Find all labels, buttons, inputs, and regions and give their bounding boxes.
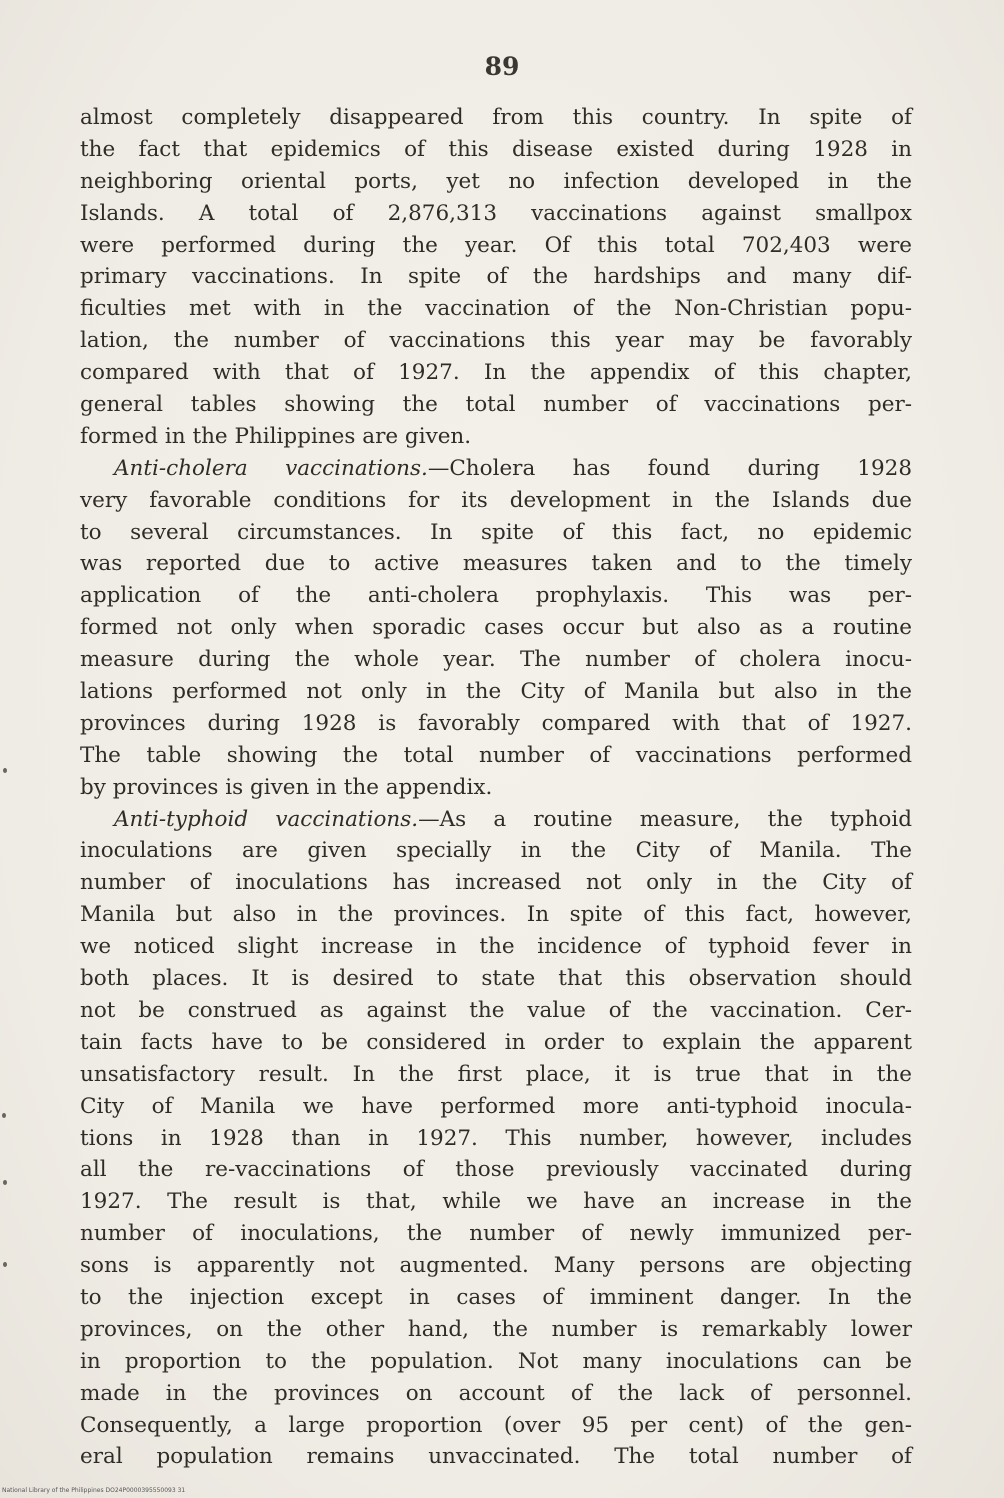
text-line: provinces during 1928 is favorably compared with that of 1927. xyxy=(80,710,912,736)
text-run: —Cholera has found during 1928 xyxy=(427,455,913,481)
text-line: eral population remains unvaccinated. The total number of xyxy=(80,1444,912,1470)
text-line: not be construed as against the value of the vaccination. Cer- xyxy=(80,997,912,1023)
text-line: number of inoculations has increased not only in the City of xyxy=(80,870,912,896)
scan-speck xyxy=(3,1262,7,1267)
text-line: by provinces is given in the appendix. xyxy=(80,774,493,800)
text-line: application of the anti-cholera prophylaxis. This was per- xyxy=(80,583,912,609)
text-line: ficulties met with in the vaccination of the Non-Christian popu- xyxy=(80,296,912,322)
text-line: compared with that of 1927. In the appendix of this chapter, xyxy=(80,360,912,386)
text-line: both places. It is desired to state that this observation should xyxy=(80,966,912,992)
scan-speck xyxy=(3,1180,7,1185)
text-line: to several circumstances. In spite of this fact, no epidemic xyxy=(80,519,912,545)
text-line: general tables showing the total number of vaccinations per- xyxy=(80,392,912,418)
section-heading-anti-typhoid: Anti-typhoid vaccinations. xyxy=(114,806,419,832)
text-line: tain facts have to be considered in order to explain the apparent xyxy=(80,1029,912,1055)
text-line: almost completely disappeared from this country. In spite of xyxy=(80,105,912,130)
text-line: provinces, on the other hand, the number is remarkably lower xyxy=(80,1316,912,1342)
text-line: very favorable conditions for its development in the Islands due xyxy=(80,487,912,513)
text-line: formed not only when sporadic cases occur but also as a routine xyxy=(80,615,912,641)
text-line: was reported due to active measures taken and to the timely xyxy=(80,551,912,577)
paragraph-anti-typhoid xyxy=(80,804,912,1474)
text-line: made in the provinces on account of the lack of personnel. xyxy=(80,1380,912,1406)
text-line: measure during the whole year. The number of cholera inocu- xyxy=(80,647,912,673)
text-run: —As a routine measure, the typhoid xyxy=(418,806,912,832)
text-line: City of Manila we have performed more anti-typhoid inocula- xyxy=(80,1093,912,1119)
text-line: sons is apparently not augmented. Many persons are objecting xyxy=(80,1253,912,1279)
text-line: we noticed slight increase in the incidence of typhoid fever in xyxy=(80,934,912,960)
body-text xyxy=(80,102,912,1473)
text-line: in proportion to the population. Not many inoculations can be xyxy=(80,1348,912,1374)
text-line: the fact that epidemics of this disease existed during 1928 in xyxy=(80,136,912,162)
text-line: unsatisfactory result. In the first place, it is true that in the xyxy=(80,1061,912,1087)
paragraph-smallpox xyxy=(80,102,912,453)
scan-speck xyxy=(3,768,7,773)
text-line xyxy=(80,804,912,836)
text-line xyxy=(80,453,912,485)
text-line: lations performed not only in the City of Manila but also in the xyxy=(80,679,912,705)
text-line: number of inoculations, the number of newly immunized per- xyxy=(80,1221,912,1247)
text-line: to the injection except in cases of imminent danger. In the xyxy=(80,1284,912,1310)
text-line: formed in the Philippines are given. xyxy=(80,423,472,449)
text-line: tions in 1928 than in 1927. This number, however, includes xyxy=(80,1125,912,1151)
text-line: inoculations are given specially in the City of Manila. The xyxy=(80,838,912,864)
page-number: 89 xyxy=(484,52,520,81)
text-line: 1927. The result is that, while we have an increase in the xyxy=(80,1189,912,1215)
scan-speck xyxy=(2,1113,6,1118)
text-line: neighboring oriental ports, yet no infection developed in the xyxy=(80,168,912,194)
paragraph-anti-cholera xyxy=(80,453,912,804)
text-line: lation, the number of vaccinations this year may be favorably xyxy=(80,328,912,354)
text-line: Consequently, a large proportion (over 95 per cent) of the gen- xyxy=(80,1412,912,1438)
text-line: Manila but also in the provinces. In spite of this fact, however, xyxy=(80,902,912,928)
scan-footer: National Library of the Philippines DO24P0000395550093 31 xyxy=(2,1487,186,1494)
text-line: all the re-vaccinations of those previously vaccinated during xyxy=(80,1157,912,1183)
text-line: Islands. A total of 2,876,313 vaccinations against smallpox xyxy=(80,200,912,226)
text-line: primary vaccinations. In spite of the hardships and many dif- xyxy=(80,264,912,290)
text-line: The table showing the total number of vaccinations performed xyxy=(80,742,912,768)
section-heading-anti-cholera: Anti-cholera vaccinations. xyxy=(114,455,428,481)
text-line: were performed during the year. Of this total 702,403 were xyxy=(80,232,912,258)
